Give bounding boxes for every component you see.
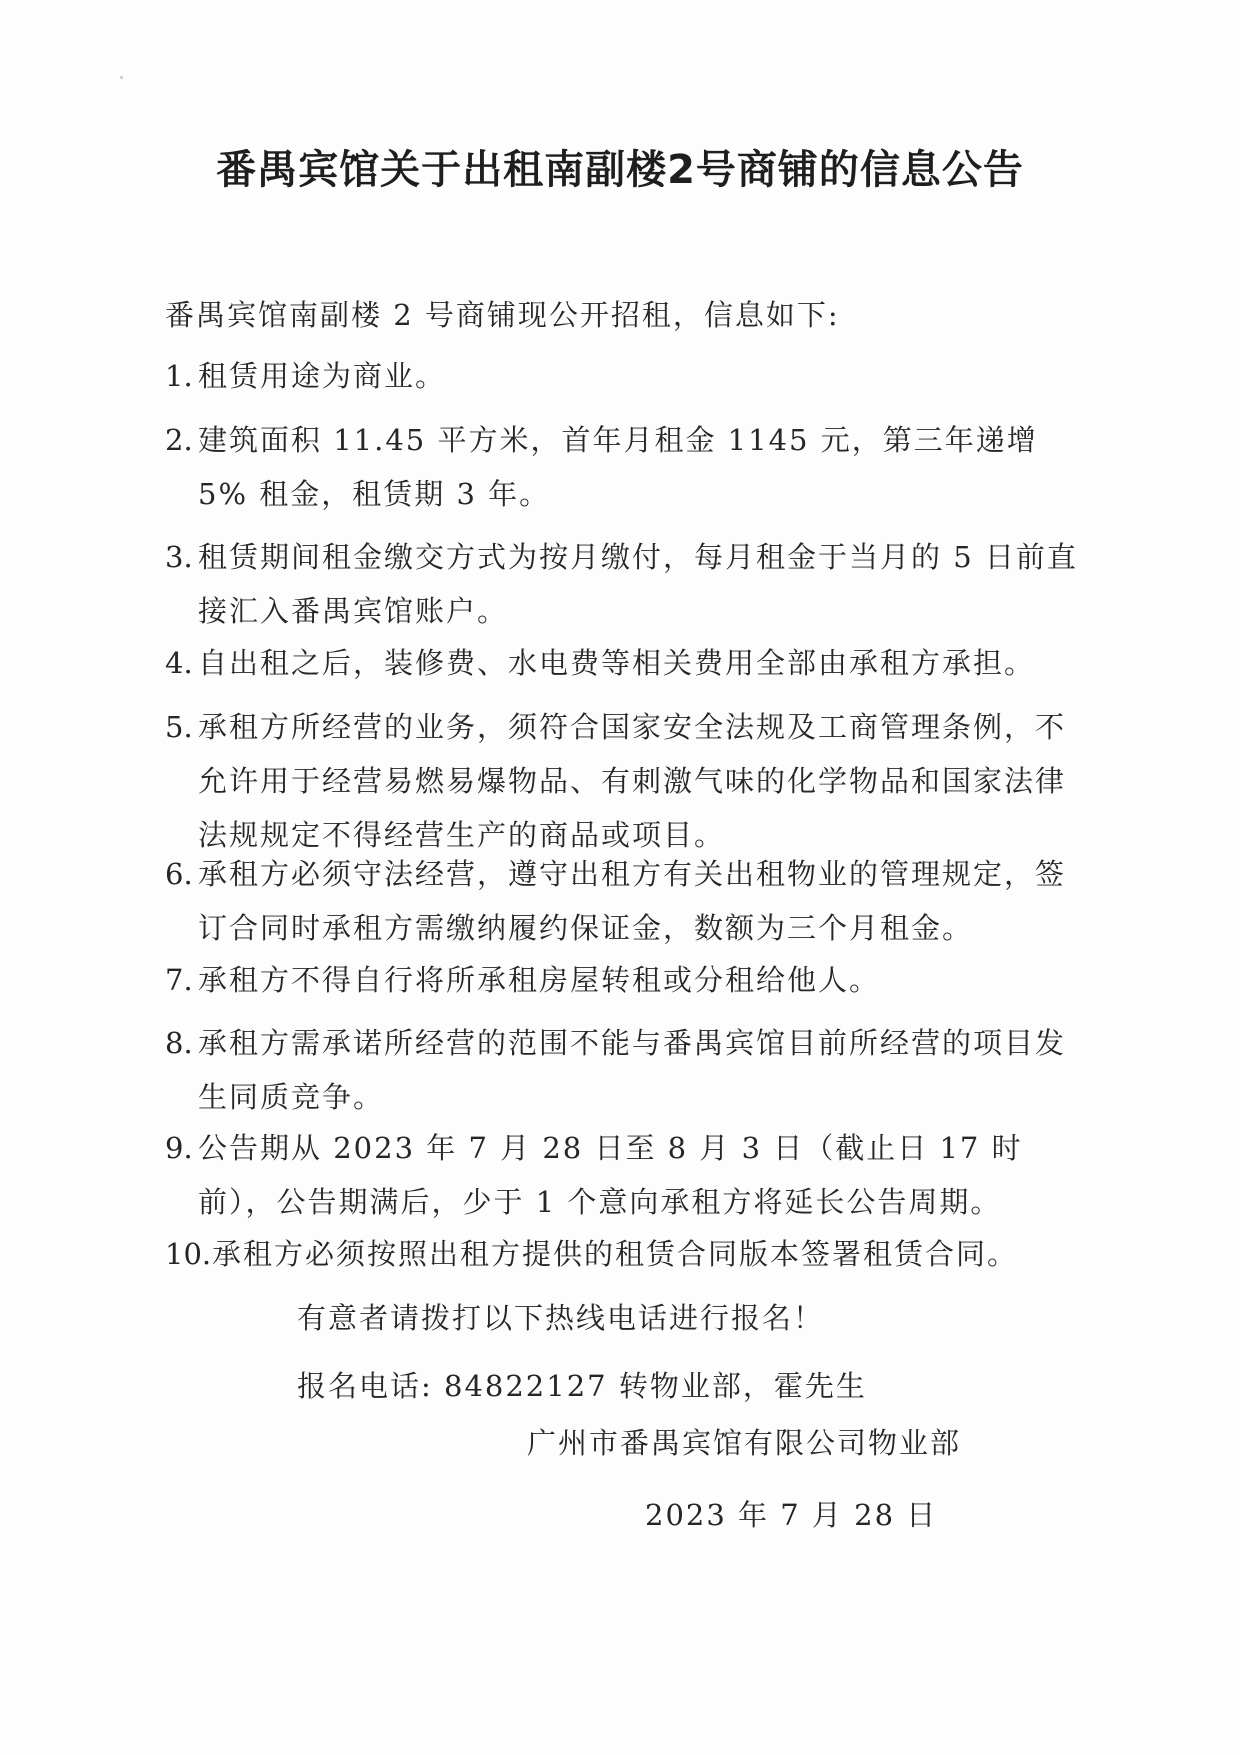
notice-title: 番禺宾馆关于出租南副楼2号商铺的信息公告 [216, 147, 1024, 193]
list-item [165, 1227, 1085, 1281]
item-text: 承租方不得自行将所承租房屋转租或分租给他人。 [198, 963, 881, 997]
item-text: 租赁用途为商业。 [198, 359, 447, 393]
item-text: 建筑面积 11.45 平方米，首年月租金 1145 元，第三年递增 5% 租金，租赁期 3 年。 [198, 423, 1038, 511]
item-number: 3. [165, 540, 193, 574]
list-item [165, 953, 1085, 1007]
notice-intro: 番禺宾馆南副楼 2 号商铺现公开招租，信息如下: [165, 298, 840, 332]
issue-date: 2023 年 7 月 28 日 [645, 1498, 938, 1532]
item-number: 4. [165, 646, 193, 680]
list-item [165, 1016, 1085, 1124]
list-item [165, 636, 1085, 690]
item-number: 9. [165, 1131, 193, 1165]
item-text: 承租方所经营的业务，须符合国家安全法规及工商管理条例，不允许用于经营易燃易爆物品、有刺激气味的化学物品和国家法律法规规定不得经营生产的商品或项目。 [198, 710, 1067, 852]
list-item [165, 349, 1085, 403]
list-item [165, 847, 1085, 955]
item-number: 5. [165, 710, 193, 744]
list-item [165, 1121, 1085, 1229]
scan-speck [120, 76, 123, 79]
item-text: 承租方必须按照出租方提供的租赁合同版本签署租赁合同。 [212, 1237, 1019, 1271]
item-text: 承租方必须守法经营，遵守出租方有关出租物业的管理规定，签订合同时承租方需缴纳履约保证金，数额为三个月租金。 [198, 857, 1067, 945]
issuer-name: 广州市番禺宾馆有限公司物业部 [527, 1426, 962, 1460]
item-number: 2. [165, 423, 193, 457]
item-number: 10. [165, 1237, 212, 1271]
item-text: 承租方需承诺所经营的范围不能与番禺宾馆目前所经营的项目发生同质竞争。 [198, 1026, 1067, 1114]
list-item [165, 530, 1085, 638]
contact-prompt: 有意者请拨打以下热线电话进行报名！ [297, 1301, 825, 1335]
item-number: 6. [165, 857, 193, 891]
item-text: 自出租之后，装修费、水电费等相关费用全部由承租方承担。 [198, 646, 1036, 680]
item-number: 7. [165, 963, 193, 997]
item-number: 8. [165, 1026, 193, 1060]
item-text: 租赁期间租金缴交方式为按月缴付，每月租金于当月的 5 日前直接汇入番禺宾馆账户。 [198, 540, 1078, 628]
contact-phone: 报名电话: 84822127 转物业部，霍先生 [297, 1369, 867, 1403]
item-number: 1. [165, 359, 193, 393]
item-text: 公告期从 2023 年 7 月 28 日至 8 月 3 日（截止日 17 时前），公告期满后，少于 1 个意向承租方将延长公告周期。 [198, 1131, 1023, 1219]
list-item [165, 700, 1085, 862]
list-item [165, 413, 1085, 521]
